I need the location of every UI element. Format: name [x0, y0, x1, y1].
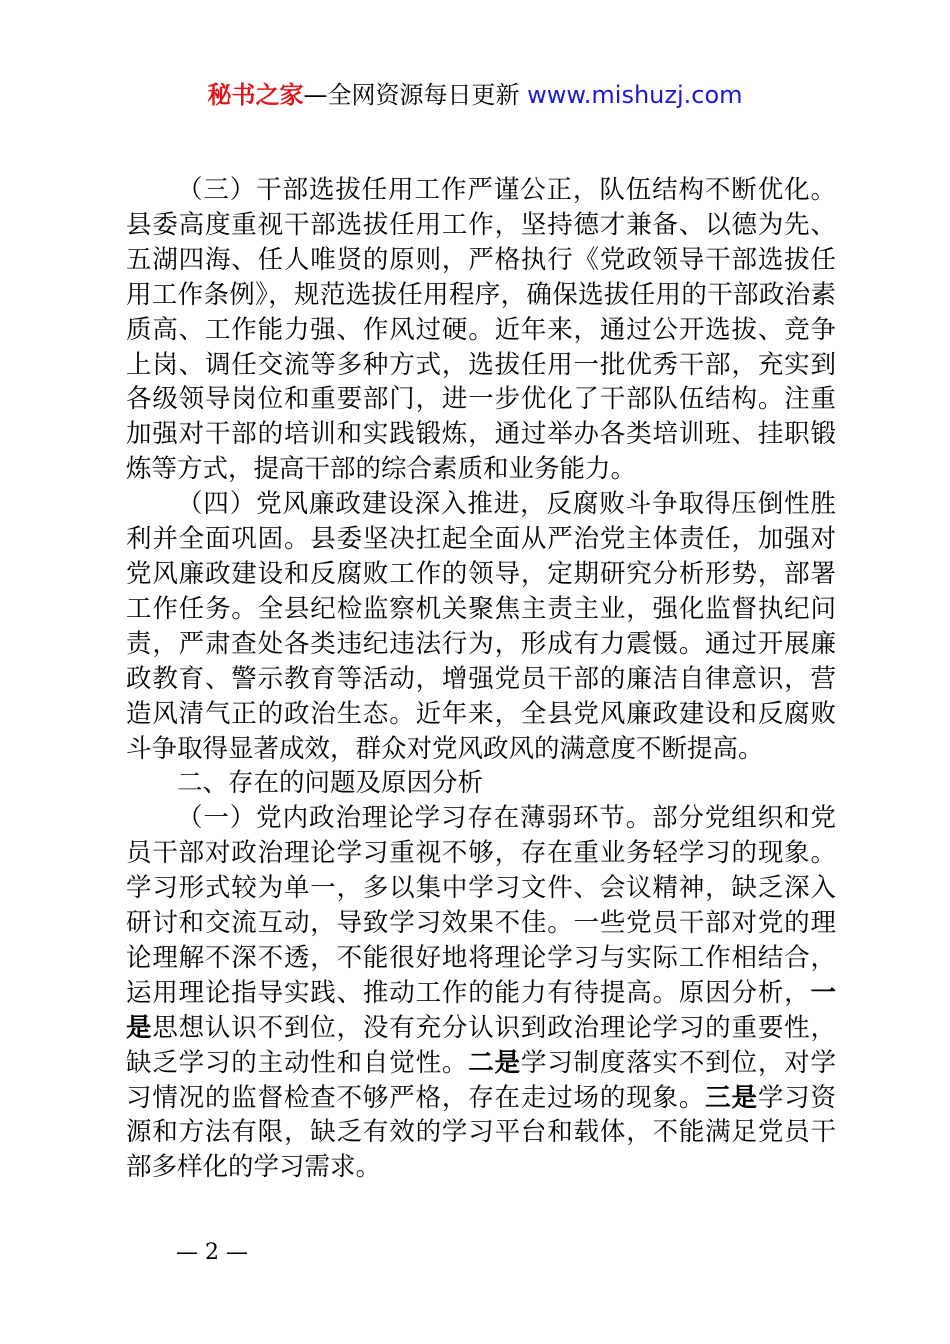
reason-one-label: 一是: [126, 977, 836, 1043]
header-tagline: —全网资源每日更新: [303, 81, 528, 109]
page-number: — 2 —: [176, 1240, 248, 1265]
section-heading-problems: 二、存在的问题及原因分析: [177, 768, 484, 799]
paragraph-anti-corruption: （四）党风廉政建设深入推进，反腐败斗争取得压倒性胜利并全面巩固。县委坚决扛起全面从严治党主体责任，加强对党风廉政建设和反腐败工作的领导，定期研究分析形势，部署工作任务。全县纪检监察机关聚焦主责主业，强化监督执纪问责，严肃查处各类违纪违法行为，形成有力震慑。通过开展廉政教育、警示教育等活动，增强党员干部的廉洁自律意识，营造风清气正的政治生态。近年来，全县党风廉政建设和反腐败斗争取得显著成效，群众对党风政风的满意度不断提高。: [126, 489, 836, 764]
document-body: [126, 173, 836, 1185]
theory-text-d: 学习资源和方法有限，缺乏有效的学习平台和载体，不能满足党员干部多样化的学习需求。: [126, 1082, 836, 1183]
paragraph-theory-study: [126, 801, 836, 1185]
theory-text-c: 学习制度落实不到位，对学习情况的监督检查不够严格，存在走过场的现象。: [126, 1047, 836, 1113]
paragraph-cadre-selection: （三）干部选拔任用工作严谨公正，队伍结构不断优化。县委高度重视干部选拔任用工作，坚持德才兼备、以德为先、五湖四海、任人唯贤的原则，严格执行《党政领导干部选拔任用工作条例》，规范选拔任用程序，确保选拔任用的干部政治素质高、工作能力强、作风过硬。近年来，通过公开选拔、竞争上岗、调任交流等多种方式，选拔任用一批优秀干部，充实到各级领导岗位和重要部门，进一步优化了干部队伍结构。注重加强对干部的培训和实践锻炼，通过举办各类培训班、挂职锻炼等方式，提高干部的综合素质和业务能力。: [126, 175, 836, 485]
website-link[interactable]: www.mishuzj.com: [527, 81, 743, 109]
reason-three-label: 三是: [705, 1082, 758, 1113]
reason-two-label: 二是: [468, 1047, 521, 1078]
page-header: [0, 78, 950, 112]
brand-name: 秘书之家: [207, 81, 304, 109]
theory-text-a: （一）党内政治理论学习存在薄弱环节。部分党组织和党员干部对政治理论学习重视不够，存在重业务轻学习的现象。学习形式较为单一，多以集中学习文件、会议精神，缺乏深入研讨和交流互动，导致学习效果不佳。一些党员干部对党的理论理解不深不透，不能很好地将理论学习与实际工作相结合，运用理论指导实践、推动工作的能力有待提高。原因分析，: [126, 803, 836, 1008]
theory-text-b: 思想认识不到位，没有充分认识到政治理论学习的重要性，缺乏学习的主动性和自觉性。: [126, 1012, 836, 1078]
